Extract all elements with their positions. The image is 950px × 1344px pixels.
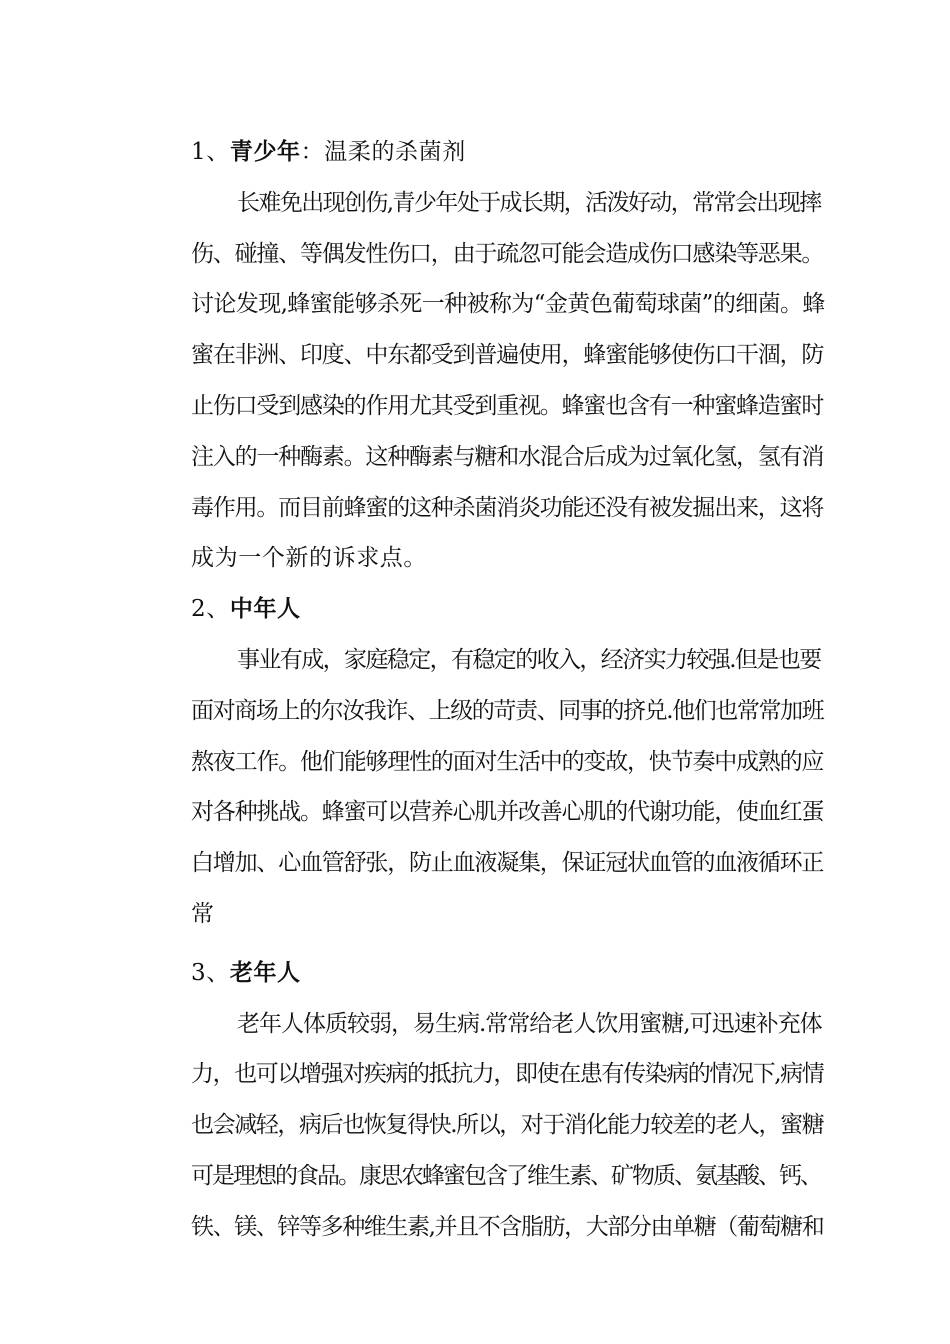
paragraph-line: 毒作用。而目前蜂蜜的这种杀菌消炎功能还没有被发掘出来，这将: [191, 494, 824, 521]
paragraph-line: 注入的一种酶素。这种酶素与糖和水混合后成为过氧化氢，氢有消: [191, 443, 824, 470]
section-paragraph-middle-aged: [145, 635, 825, 940]
section-heading-elderly: [145, 948, 825, 999]
paragraph-line: 事业有成，家庭稳定，有稳定的收入，经济实力较强.但是也要: [237, 646, 821, 673]
paragraph-line: 可是理想的食品。康思农蜂蜜包含了维生素、矿物质、氨基酸、钙、: [191, 1162, 821, 1189]
paragraph-line: 成为一个新的诉求点。: [191, 545, 427, 572]
paragraph-line: 熬夜工作。他们能够理性的面对生活中的变故，快节奏中成熟的应: [191, 748, 824, 775]
section-paragraph-teenagers: [145, 178, 825, 584]
section-heading-middle-aged: [145, 584, 825, 635]
paragraph-line: 也会减轻，病后也恢复得快.所以，对于消化能力较差的老人，蜜糖: [191, 1112, 824, 1139]
paragraph-line: 对各种挑战。蜂蜜可以营养心肌并改善心肌的代谢功能，使血红蛋: [191, 799, 824, 826]
section-subtitle: ：温柔的杀菌剂: [300, 139, 466, 165]
paragraph-line: 止伤口受到感染的作用尤其受到重视。蜂蜜也含有一种蜜蜂造蜜时: [191, 392, 824, 419]
paragraph-line: 常: [191, 900, 215, 927]
section-title: 青少年: [229, 138, 301, 165]
paragraph-line: 伤、碰撞、等偶发性伤口，由于疏忽可能会造成伤口感染等恶果。: [191, 240, 824, 267]
section-paragraph-elderly: [145, 999, 825, 1253]
document-body: [145, 127, 825, 1253]
paragraph-line: 老年人体质较弱，易生病.常常给老人饮用蜜糖,可迅速补充体: [237, 1010, 822, 1037]
paragraph-line: 讨论发现,蜂蜜能够杀死一种被称为“金黄色葡萄球菌”的细菌。蜂: [191, 291, 825, 318]
section-title: 老年人: [229, 958, 301, 986]
section-number: 1、: [191, 139, 230, 165]
paragraph-line: 力，也可以增强对疾病的抵抗力，即使在患有传染病的情况下,病情: [191, 1061, 824, 1088]
paragraph-line: 长难免出现创伤,青少年处于成长期，活泼好动，常常会出现摔: [237, 189, 821, 216]
section-spacer: [145, 940, 825, 948]
section-number: 3、: [191, 959, 230, 986]
paragraph-line: 铁、镁、锌等多种维生素,并且不含脂肪，大部分由单糖（葡萄糖和: [191, 1213, 824, 1240]
section-number: 2、: [191, 596, 230, 623]
section-heading-teenagers: [145, 127, 825, 178]
paragraph-line: 面对商场上的尔汝我诈、上级的苛责、同事的挤兑.他们也常常加班: [191, 697, 824, 724]
paragraph-line: 蜜在非洲、印度、中东都受到普遍使用，蜂蜜能够使伤口干涸，防: [191, 342, 824, 369]
paragraph-line: 白增加、心血管舒张，防止血液凝集，保证冠状血管的血液循环正: [191, 850, 824, 877]
section-title: 中年人: [229, 595, 301, 623]
